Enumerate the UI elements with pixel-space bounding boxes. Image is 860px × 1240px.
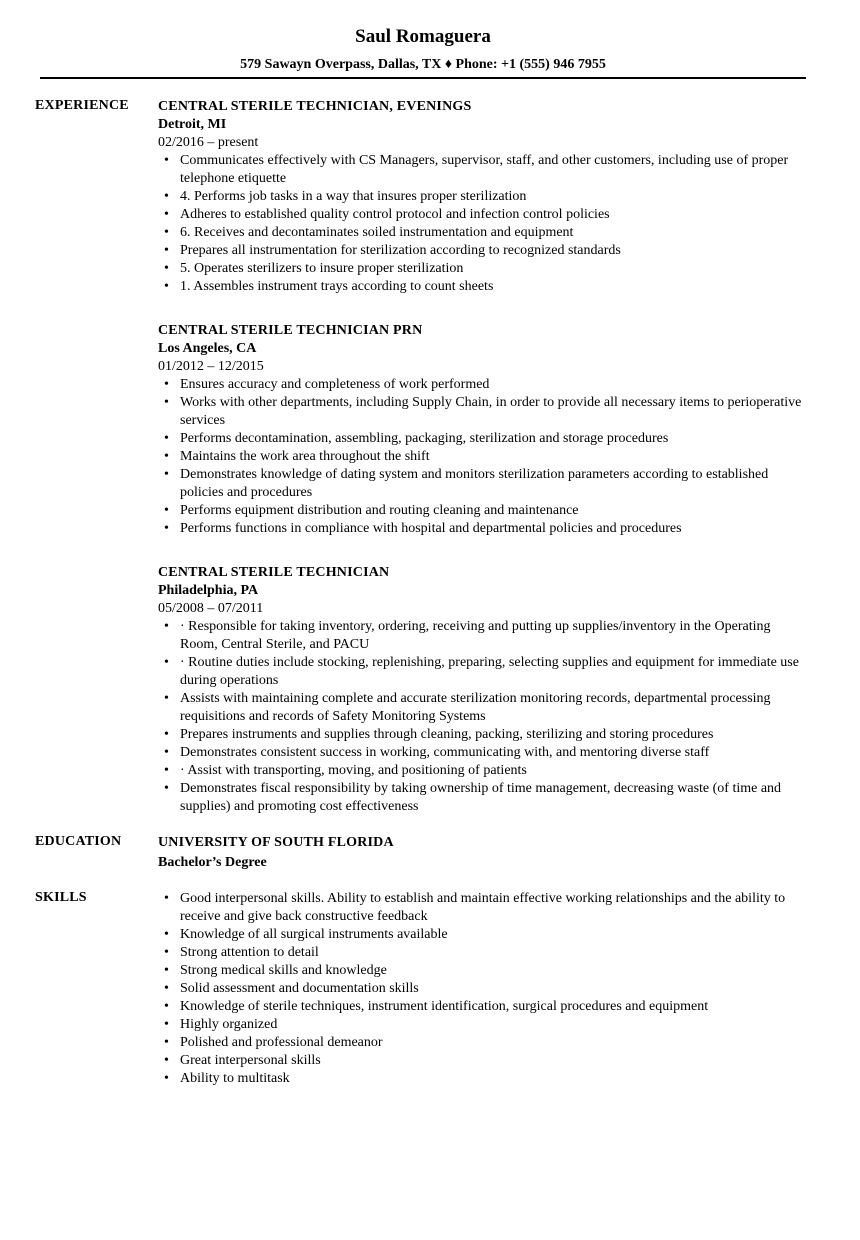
skill-item: • Strong medical skills and knowledge [180,962,810,980]
job-bullets [158,376,810,538]
job-location: Philadelphia, PA [158,583,259,598]
bullet-item: • · Routine duties include stocking, replenishing, preparing, selecting supplies and equipment for immediate use during operations [180,654,810,690]
job-dates: 05/2008 – 07/2011 [158,601,264,616]
job-title: CENTRAL STERILE TECHNICIAN PRN [158,323,423,338]
degree: Bachelor’s Degree [158,855,267,870]
skill-item: • Solid assessment and documentation skills [180,980,810,998]
job-entry [158,564,810,816]
bullet-item: • Adheres to established quality control protocol and infection control policies [180,206,810,224]
bullet-item: • Prepares instruments and supplies through cleaning, packing, sterilizing and storing procedures [180,726,810,744]
bullet-item: • · Assist with transporting, moving, and positioning of patients [180,762,810,780]
bullet-item: • 4. Performs job tasks in a way that insures proper sterilization [180,188,810,206]
job-entry [158,322,810,538]
job-title: CENTRAL STERILE TECHNICIAN, EVENINGS [158,99,472,114]
job-location: Detroit, MI [158,117,227,132]
skill-item: • Good interpersonal skills. Ability to establish and maintain effective working relationships and the ability to receive and give back constructive feedback [180,890,810,926]
bullet-item: • Works with other departments, including Supply Chain, in order to provide all necessary items to perioperative services [180,394,810,430]
job-dates: 01/2012 – 12/2015 [158,359,264,374]
bullet-item: • Performs functions in compliance with hospital and departmental policies and procedures [180,520,810,538]
bullet-item: • Ensures accuracy and completeness of work performed [180,376,810,394]
bullet-item: • Maintains the work area throughout the shift [180,448,810,466]
bullet-item: • 6. Receives and decontaminates soiled instrumentation and equipment [180,224,810,242]
skill-item: • Great interpersonal skills [180,1052,810,1070]
section-label-experience: EXPERIENCE [35,98,129,113]
bullet-item: • Performs equipment distribution and routing cleaning and maintenance [180,502,810,520]
job-location: Los Angeles, CA [158,341,257,356]
skill-item: • Knowledge of sterile techniques, instrument identification, surgical procedures and equipment [180,998,810,1016]
bullet-item: • Demonstrates fiscal responsibility by taking ownership of time management, decreasing waste (of time and supplies) and promoting cost effectiveness [180,780,810,816]
bullet-item: • Assists with maintaining complete and accurate sterilization monitoring records, departmental processing requisitions and records of Safety Monitoring Systems [180,690,810,726]
bullet-item: • Prepares all instrumentation for sterilization according to recognized standards [180,242,810,260]
bullet-item: • Demonstrates consistent success in working, communicating with, and mentoring diverse staff [180,744,810,762]
job-bullets [158,152,810,296]
contact-line: 579 Sawayn Overpass, Dallas, TX ♦ Phone: +1 (555) 946 7955 [240,57,606,72]
resume-header [40,24,806,75]
job-bullets [158,618,810,816]
bullet-item: • 5. Operates sterilizers to insure proper sterilization [180,260,810,278]
skill-item: • Ability to multitask [180,1070,810,1088]
job-dates: 02/2016 – present [158,135,259,150]
skill-item: • Strong attention to detail [180,944,810,962]
bullet-item: • Performs decontamination, assembling, packaging, sterilization and storage procedures [180,430,810,448]
skill-item: • Knowledge of all surgical instruments available [180,926,810,944]
bullet-item: • Communicates effectively with CS Managers, supervisor, staff, and other customers, including use of proper telephone etiquette [180,152,810,188]
header-divider [40,77,806,79]
skill-item: • Polished and professional demeanor [180,1034,810,1052]
bullet-item: • 1. Assembles instrument trays according to count sheets [180,278,810,296]
bullet-item: • Demonstrates knowledge of dating system and monitors sterilization parameters according to established policies and procedures [180,466,810,502]
section-label-skills: SKILLS [35,890,87,905]
job-title: CENTRAL STERILE TECHNICIAN [158,565,390,580]
skill-item: • Highly organized [180,1016,810,1034]
school-name: UNIVERSITY OF SOUTH FLORIDA [158,835,394,850]
bullet-item: • · Responsible for taking inventory, ordering, receiving and putting up supplies/inventory in the Operating Room, Central Sterile, and PACU [180,618,810,654]
job-entry [158,98,810,296]
section-label-education: EDUCATION [35,834,122,849]
skills-list [158,890,810,1088]
candidate-name: Saul Romaguera [355,26,491,47]
